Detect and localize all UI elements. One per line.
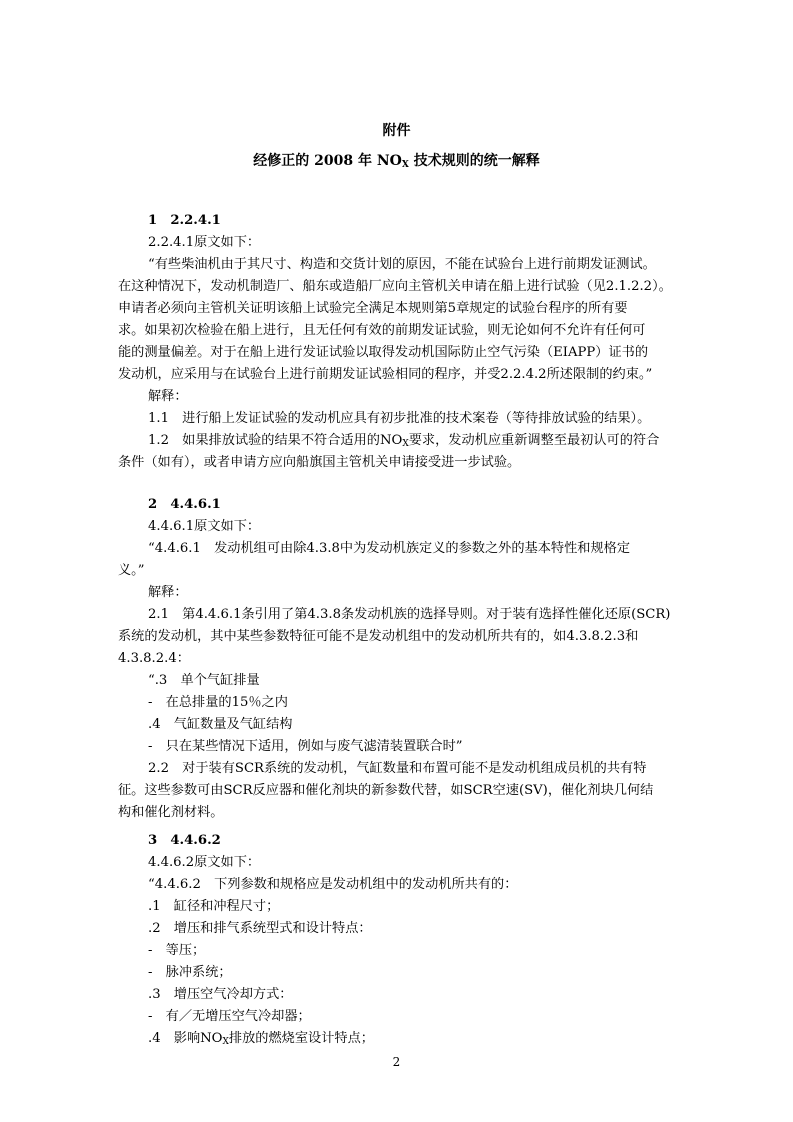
text-line: 构和催化剂材料。 [118, 805, 224, 820]
text-line: .4 气缸数量及气缸结构 [148, 717, 293, 732]
text-line: “.3 单个气缸排量 [148, 673, 260, 688]
text-line: 求。如果初次检验在船上进行，且无任何有效的前期发证试验，则无论如何不允许有任何可 [118, 323, 646, 338]
annex-label: 附件 [382, 123, 411, 139]
text-line: 发动机，应采用与在试验台上进行前期发证试验相同的程序，并受2.2.4.2所述限制的约束。” [118, 367, 653, 382]
section-heading: 2 4.4.6.1 [148, 497, 221, 512]
text-line: “有些柴油机由于其尺寸、构造和交货计划的原因，不能在试验台上进行前期发证测试。 [148, 257, 656, 272]
text-line: - 等压； [148, 943, 206, 958]
text-line: .4 影响$NO_X$排放的燃烧室设计特点； [148, 1031, 374, 1047]
text-line: 在这种情况下，发动机制造厂、船东或造船厂应向主管机关申请在船上进行试验（见2.1.2.2）。 [118, 279, 672, 294]
text-line: “4.4.6.1 发动机组可由除4.3.8中为发动机族定义的参数之外的基本特性和规格定 [148, 541, 631, 556]
text-line: 系统的发动机，其中某些参数特征可能不是发动机组中的发动机所共有的，如4.3.8.2.3和 [118, 629, 639, 644]
section-heading: 3 4.4.6.2 [148, 833, 221, 848]
text-line: 解释： [148, 585, 188, 600]
text-line: .3 增压空气冷却方式： [148, 987, 293, 1002]
text-line: 4.4.6.2原文如下： [148, 855, 261, 870]
text-line: 能的测量偏差。对于在船上进行发证试验以取得发动机国际防止空气污染（EIAPP）证书的 [118, 345, 649, 360]
text-line: - 只在某些情况下适用，例如与废气滤清装置联合时” [148, 739, 463, 754]
text-line: 4.3.8.2.4： [118, 651, 190, 666]
text-line: .2 增压和排气系统型式和设计特点： [148, 921, 372, 936]
text-line: 申请者必须向主管机关证明该船上试验完全满足本规则第5章规定的试验台程序的所有要 [118, 301, 628, 316]
text-line: 2.2.4.1原文如下： [148, 235, 261, 250]
text-line: “4.4.6.2 下列参数和规格应是发动机组中的发动机所共有的： [148, 877, 518, 892]
text-line: 条件（如有），或者申请方应向船旗国主管机关申请接受进一步试验。 [118, 455, 521, 470]
text-line: 4.4.6.1原文如下： [148, 519, 261, 534]
document-title: 经修正的 2008 年 $NO_X$ 技术规则的统一解释 [253, 153, 540, 170]
text-line: - 在总排量的15％之内 [148, 695, 288, 710]
page-number: 2 [392, 1055, 401, 1069]
text-line: - 有／无增压空气冷却器； [148, 1009, 311, 1024]
text-line: 征。这些参数可由SCR反应器和催化剂块的新参数代替，如SCR空速(SV)，催化剂块几何结 [118, 783, 654, 798]
text-line: 1.2 如果排放试验的结果不符合适用的$NO_X$要求，发动机应重新调整至最初认可的符合 [148, 433, 660, 449]
section-heading: 1 2.2.4.1 [148, 213, 221, 228]
text-line: .1 缸径和冲程尺寸； [148, 899, 280, 914]
text-line: 2.2 对于装有SCR系统的发动机，气缸数量和布置可能不是发动机组成员机的共有特 [148, 761, 647, 776]
text-line: 2.1 第4.4.6.1条引用了第4.3.8条发动机族的选择导则。对于装有选择性催化还原(SCR) [148, 607, 671, 622]
text-line: - 脉冲系统； [148, 965, 232, 980]
text-line: 解释： [148, 389, 188, 404]
text-line: 1.1 进行船上发证试验的发动机应具有初步批准的技术案卷（等待排放试验的结果）。 [148, 411, 651, 426]
text-line: 义。” [118, 563, 145, 578]
